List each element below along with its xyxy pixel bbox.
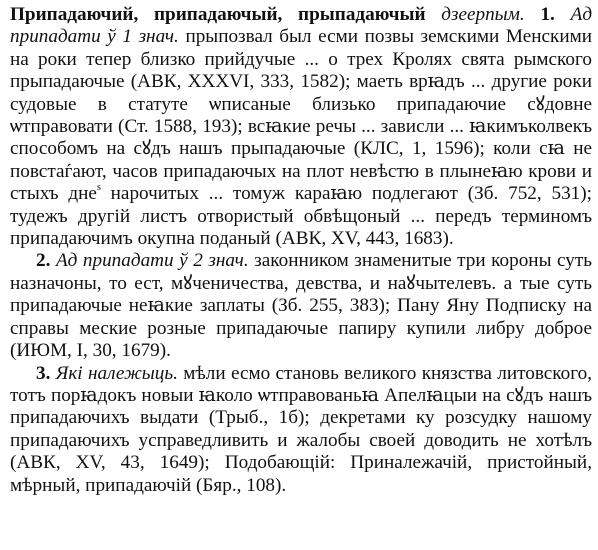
italic-run: Які належыць. — [55, 362, 178, 384]
text-run — [426, 4, 442, 25]
headword: Припадаючий, припадаючый, прыпадаючый — [10, 4, 426, 25]
superscript: s — [96, 182, 101, 194]
entry-sense-2 — [10, 250, 592, 362]
sense-number: 1. — [540, 4, 555, 25]
text-run: прыпозвал был есми позвы земскими Менскими на роки тепер близко прийдучые ... о трех Кролях свята рымского прыпадаючые (АВК, XXXVI, 333, 1582); маеть врꙗдъ ... другие роки судовые в статуте ѡписаные близько припадаючие сꙋдовне ѡтправовати (Ст. 1588, 193); всꙗкие речы ... зависли ... ꙗкимъколвекъ способомъ на сꙋдъ нашъ прыпадаючые (КЛС, 1, 1596); коли сꙗ не повстаѓают, часов припадаючых на плот невѣстю в плынеꙗю крови и стыхъ дне — [10, 26, 592, 205]
text-run — [525, 4, 541, 25]
italic-run: Ад припадати ў 2 знач. — [55, 250, 249, 272]
sense-number: 2. — [36, 250, 51, 272]
entry-sense-3 — [10, 363, 592, 497]
text-run: мѣли есмо становь великого князства литовского, тотъ порꙗдокъ новыи ꙗколо ѡтправованьꙗ Апелꙗцыи на сꙋдъ нашъ припадаючихъ выдати (Трыб., 1б); декретами ку розсудку нашому припадаючихъ усправедливить и жалобы своей доводить не хотѣлъ (АВК, XV, 43, 1649); Подобающій: Приналежачій, пристойный, мѣрный, припадаючій (Бяр., 108). — [10, 362, 593, 496]
entry-sense-1 — [10, 4, 592, 250]
italic-run: Ад припадати ў 1 знач. — [10, 4, 593, 48]
italic-run: дзеерпым. — [441, 4, 525, 25]
text-run — [555, 4, 571, 25]
sense-number: 3. — [36, 362, 51, 384]
text-run: нарочитых ... томуж караꙗю подлегают (Зб. 752, 531); тудежъ другій листъ отвористый обвѣщоный ... передъ терминомъ припадаючимъ окупна поданый (АВК, XV, 443, 1683). — [10, 183, 592, 250]
text-run: законником знаменитые три короны суть назначоны, то ест, мꙋченичества, девства, и наꙋчытелевъ. а тые суть припадаючые неꙗкие заплаты (Зб. 255, 383); Пану Яну Подписку на справы меские розные припадаючые папиру купили либру доброе (ИЮМ, I, 30, 1679). — [10, 250, 592, 362]
